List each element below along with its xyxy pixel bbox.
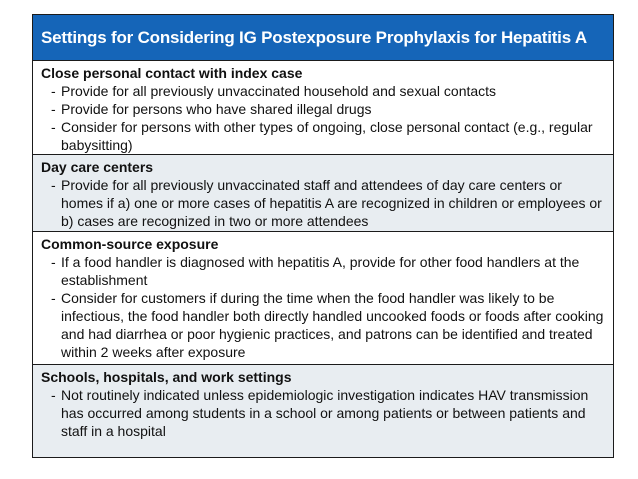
list-item-text: Consider for customers if during the time when the food handler was likely to be infectious, the food handler both directly handled uncooked foods or foods after cooking and had diarrhea or poor hygienic practices, and patrons can be identified and treated within 2 weeks after exposure xyxy=(61,290,604,360)
list-item-text: Provide for all previously unvaccinated household and sexual contacts xyxy=(61,83,497,99)
section-heading: Common-source exposure xyxy=(41,236,219,252)
prophylaxis-table xyxy=(32,14,614,458)
list-item: - Consider for persons with other types of ongoing, close personal contact (e.g., regular babysitting) xyxy=(51,119,593,153)
list-item: - Not routinely indicated unless epidemiologic investigation indicates HAV transmission has occurred among students in a school or among patients or between patients and staff in a hospital xyxy=(51,387,589,439)
section-heading: Day care centers xyxy=(41,159,154,175)
section-heading: Close personal contact with index case xyxy=(41,65,303,81)
table-header xyxy=(33,15,613,61)
list-item-text: Provide for all previously unvaccinated staff and attendees of day care centers or homes if a) one or more cases of hepatitis A are recognized in children or employees or b) cases are recognized in two or more attendees xyxy=(61,177,602,229)
list-item: - Provide for all previously unvaccinated staff and attendees of day care centers or homes if a) one or more cases of hepatitis A are recognized in children or employees or b) cases are recognized in two or more attendees xyxy=(51,177,602,229)
list-item: - Provide for persons who have shared illegal drugs xyxy=(51,101,372,117)
list-item: - Provide for all previously unvaccinated household and sexual contacts xyxy=(51,83,497,99)
list-item-text: If a food handler is diagnosed with hepatitis A, provide for other food handlers at the establishment xyxy=(61,254,580,288)
list-item-text: Not routinely indicated unless epidemiologic investigation indicates HAV transmission has occurred among students in a school or among patients or between patients and staff in a hospital xyxy=(61,387,589,439)
list-item-text: Consider for persons with other types of ongoing, close personal contact (e.g., regular babysitting) xyxy=(61,119,593,153)
list-item-text: Provide for persons who have shared illegal drugs xyxy=(61,101,372,117)
list-item: - Consider for customers if during the time when the food handler was likely to be infectious, the food handler both directly handled uncooked foods or foods after cooking and had diarrhea or poor hygienic practices, and patrons can be identified and treated within 2 weeks after exposure xyxy=(51,290,604,360)
section-schools-hospitals xyxy=(33,365,613,458)
table-title: Settings for Considering IG Postexposure Prophylaxis for Hepatitis A xyxy=(41,27,587,47)
section-day-care xyxy=(33,155,613,232)
list-item: - If a food handler is diagnosed with hepatitis A, provide for other food handlers at the establishment xyxy=(51,254,580,288)
section-close-contact xyxy=(33,61,613,155)
section-heading: Schools, hospitals, and work settings xyxy=(41,369,292,385)
section-common-source xyxy=(33,232,613,365)
